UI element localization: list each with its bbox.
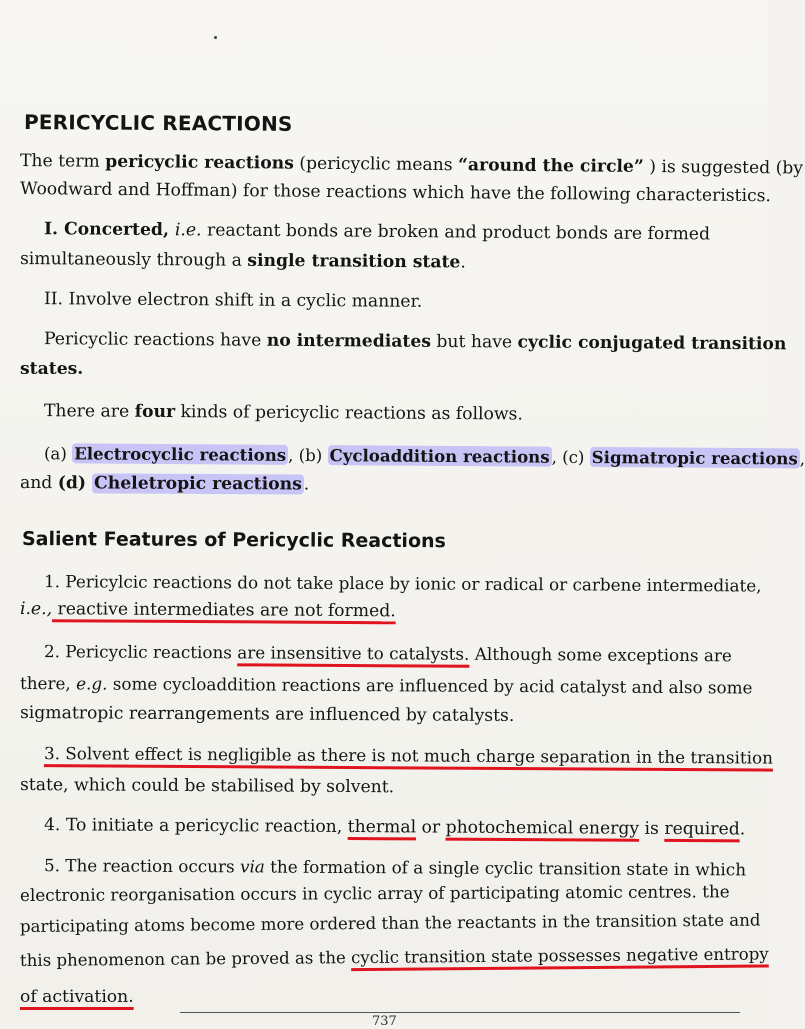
feature-3: 3. Solvent effect is negligible as there is not much charge separation in the transition [43, 743, 774, 768]
underline-photochemical: photochemical energy [445, 817, 640, 839]
feature-5-line-2: electronic reorganisation occurs in cyclic array of participating atomic centres. the [19, 881, 730, 905]
no-intermediates-line: Pericyclic reactions have no intermediates but have cyclic conjugated transition [43, 329, 787, 355]
underline-reactive-intermediates: reactive intermediates are not formed. [52, 599, 396, 622]
characteristic-1: I. Concerted, i.e. reactant bonds are broken and product bonds are formed [43, 219, 711, 245]
types-line-2: and (d) Cheletropic reactions . [19, 473, 310, 495]
section-heading: Salient Features of Pericyclic Reactions [21, 528, 446, 553]
feature-5-line-3: participating atoms become more ordered than the reactants in the transition state and [19, 910, 761, 936]
types-line: (a) Electrocyclic reactions , (b) Cycloaddition reactions , (c) Sigmatropic reactions , [43, 443, 805, 469]
feature-1: 1. Pericylcic reactions do not take place by ionic or radical or carbene intermediate, [43, 571, 762, 596]
feature-3-cont: state, which could be stabilised by solvent. [19, 775, 395, 798]
no-intermediates-cont: states. [20, 359, 84, 379]
feature-2-cont-2: sigmatropic rearrangements are influenced by catalysts. [19, 703, 515, 727]
cycloaddition-highlight: Cycloaddition reactions [329, 445, 550, 467]
footer-rule [180, 1012, 740, 1013]
intro-line-2: Woodward and Hoffman) for those reactions which have the following characteristics. [19, 179, 772, 207]
underline-insensitive-catalysts: are insensitive to catalysts. [237, 642, 470, 664]
underline-thermal: thermal [347, 817, 417, 838]
characteristic-1-cont: simultaneously through a single transition state. [19, 249, 466, 273]
page-number: 737 [372, 1014, 397, 1029]
feature-5-line-5 [20, 986, 736, 1008]
feature-4: 4. To initiate a pericyclic reaction, thermal or photochemical energy is required. [43, 815, 746, 840]
electrocyclic-highlight: Electrocyclic reactions [74, 443, 287, 465]
kinds-line: There are four kinds of pericyclic reactions as follows. [43, 401, 523, 425]
cheletropic-highlight: Cheletropic reactions [94, 473, 302, 495]
feature-2-cont: there, e.g. some cycloaddition reactions are influenced by acid catalyst and also some [19, 673, 753, 698]
feature-2: 2. Pericyclic reactions are insensitive to catalysts. Although some exceptions are [43, 641, 732, 666]
characteristic-2: II. Involve electron shift in a cyclic manner. [43, 289, 423, 312]
ink-dot [214, 36, 217, 39]
feature-5: 5. The reaction occurs via the formation of a single cyclic transition state in which [43, 855, 747, 880]
underline-negative-entropy: cyclic transition state possesses negative entropy [350, 944, 769, 968]
underline-activation: of activation. [20, 987, 134, 1007]
intro-line-1: The term pericyclic reactions (pericyclic means “around the circle” ) is suggested (by [19, 151, 804, 179]
page-heading: PERICYCLIC REACTIONS [23, 110, 293, 136]
feature-1-cont: i.e., reactive intermediates are not formed. [19, 599, 396, 622]
underline-required: required [664, 818, 740, 840]
feature-5-line-4: this phenomenon can be proved as the cyclic transition state possesses negative entropy [19, 944, 769, 970]
sigmatropic-highlight: Sigmatropic reactions [591, 446, 798, 469]
